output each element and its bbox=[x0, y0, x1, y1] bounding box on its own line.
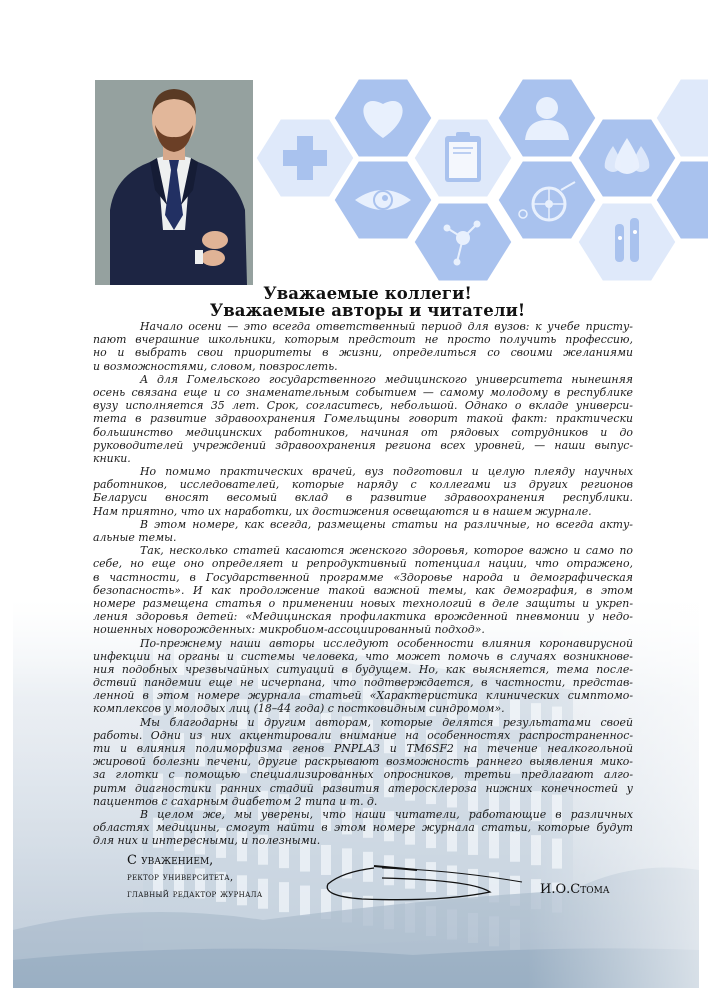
clipboard-icon bbox=[445, 132, 481, 182]
body-line: Начало осени — это всегда ответственный период для вузов: к учебе присту- bbox=[140, 320, 633, 333]
body-line: жировой болезни печени, другие раскрывают возможность раннего выявления мико- bbox=[93, 755, 633, 769]
portrait-photo bbox=[95, 80, 253, 285]
body-line: ти и влияния полиморфизма генов PNPLA3 и TM6SF2 на течение неалкогольной bbox=[93, 742, 633, 755]
headline bbox=[160, 285, 575, 319]
body-line: безопасность». И как продолжение такой важной темы, как демография, в этом bbox=[93, 583, 633, 597]
body-line: По-прежнему наши авторы исследуют особенности влияния коронавирусной bbox=[140, 636, 633, 650]
body-line: Нам приятно, что их наработки, их достижения освещаются и в нашем журнале. bbox=[93, 504, 592, 518]
body-line: работников, исследователей, которые наряду с коллегами из других регионов bbox=[93, 478, 633, 492]
hexagon-tile bbox=[413, 118, 513, 198]
body-line: ленной в этом номере журнала статьей «Характеристика клинических симптомо- bbox=[93, 689, 633, 703]
signature-block bbox=[127, 852, 262, 903]
closing-text: С уважением, bbox=[127, 853, 214, 868]
body-line: себе, но еще оно определяет и репродуктивный потенциал нации, что отражено, bbox=[93, 557, 633, 571]
body-line: ритм диагностики ранних стадий развития атеросклероза нижних конечностей у bbox=[93, 781, 633, 795]
body-line: инфекции на органы и системы человека, что может помочь в случаях возникнове- bbox=[93, 649, 633, 663]
body-line: ния подобных чрезвычайных ситуаций в будущем. Но, как выясняется, тема после- bbox=[93, 662, 633, 676]
body-line: тета в развитие здравоохранения Гомельщины говорит такой факт: практически bbox=[93, 412, 633, 426]
body-line: альные темы. bbox=[93, 531, 177, 544]
editorial-body bbox=[93, 320, 633, 848]
body-line: в частности, в Государственной программе «Здоровье народа и демографическая bbox=[93, 570, 633, 584]
body-line: осень связана еще и со знаменательным событием — самому молодому в республике bbox=[93, 385, 633, 399]
body-line: для них и интересными, и полезными. bbox=[93, 834, 321, 848]
body-line: пают вчерашние школьники, которым предстоит не просто получить профессию, bbox=[93, 333, 633, 347]
body-line: большинство медицинских работников, начиная от рядовых сотрудников и до bbox=[93, 425, 633, 439]
medical-icons-banner bbox=[250, 60, 708, 290]
hexagon-tile bbox=[497, 78, 597, 158]
signer-role-rector: ректор университета, bbox=[127, 871, 234, 883]
body-line: Мы благодарны и другим авторам, которые делятся результатами своей bbox=[140, 715, 633, 729]
body-line: Так, несколько статей касаются женского здоровья, которое важно и само по bbox=[140, 544, 633, 558]
body-line: А для Гомельского государственного медицинского университета нынешняя bbox=[140, 372, 633, 386]
handwritten-signature bbox=[322, 862, 527, 904]
body-line: В целом же, мы уверены, что наши читатели, работающие в различных bbox=[140, 807, 633, 821]
body-line: дствий пандемии еще не исчерпана, что подтверждается, в частности, представ- bbox=[93, 676, 633, 690]
signer-role-editor: главный редактор журнала bbox=[127, 888, 263, 900]
hexagon-tile bbox=[413, 202, 513, 282]
body-line: комплексов у молодых лиц (18–44 года) с постковидным синдромом». bbox=[93, 702, 505, 716]
body-line: за глотки с помощью специализированных опросников, третьи предлагают алго- bbox=[93, 768, 633, 782]
body-line: номере размещена статья о применении новых технологий в деле защиты и укреп- bbox=[93, 596, 633, 610]
body-line: руководителей учреждений здравоохранения региона всех уровней, — наши выпус- bbox=[93, 438, 633, 452]
hexagon-tile bbox=[497, 160, 597, 240]
body-line: областях медицины, смогут найти в этом номере журнала статьи, которые будут bbox=[93, 821, 633, 835]
headline-line-1: Уважаемые коллеги! bbox=[263, 284, 472, 303]
body-line: В этом номере, как всегда, размещены статьи на различные, но всегда акту- bbox=[140, 517, 633, 531]
headline-line-2: Уважаемые авторы и читатели! bbox=[209, 301, 526, 320]
body-line: вузу исполняется 35 лет. Срок, согласитесь, небольшой. Однако о вкладе универси- bbox=[93, 399, 633, 413]
body-line: Но помимо практических врачей, вуз подготовил и целую плеяду научных bbox=[140, 465, 633, 479]
body-line: пациентов с сахарным диабетом 2 типа и т. д. bbox=[93, 794, 378, 808]
body-line: ношенных новорожденных: микробиом-ассоциированный подход». bbox=[93, 623, 485, 637]
body-line: но и выбрать свои приоритеты в жизни, определиться со своими желаниями bbox=[93, 346, 633, 360]
body-line: и возможностями, словом, повзрослеть. bbox=[93, 359, 338, 373]
signer-name: И.О.Стома bbox=[540, 882, 610, 897]
body-line: кники. bbox=[93, 451, 131, 465]
body-line: Беларуси вносят весомый вклад в развитие здравоохранения республики. bbox=[93, 491, 633, 505]
body-line: ления здоровья детей: «Медицинская профилактика врожденной пневмонии у недо- bbox=[93, 610, 633, 624]
body-line: работы. Одни из них акцентировали внимание на особенностях распространеннос- bbox=[93, 728, 633, 742]
